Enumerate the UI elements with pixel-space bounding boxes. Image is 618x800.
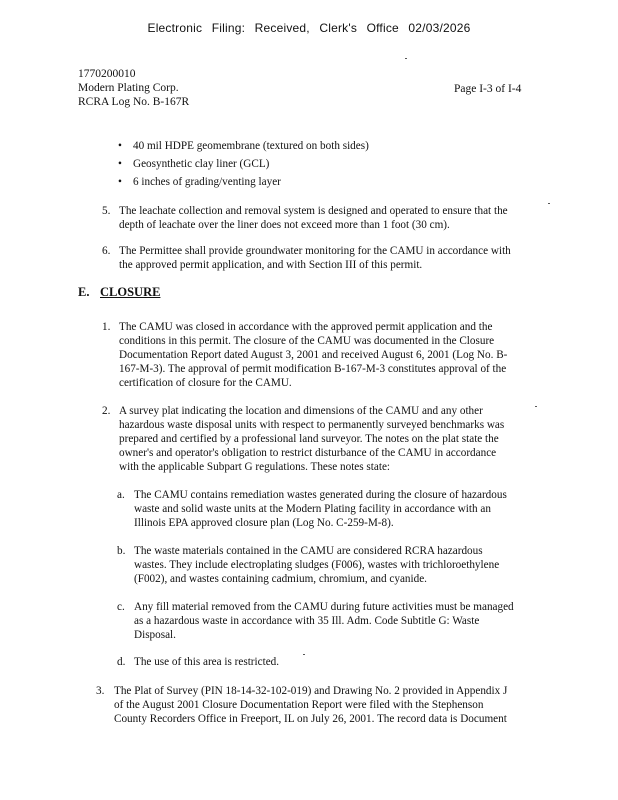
note-a-line: Illinois EPA approved closure plan (Log No. C-259-M-8). xyxy=(134,517,394,529)
closure-1-line: Documentation Report dated August 3, 2001 and received August 6, 2001 (Log No. B- xyxy=(119,349,508,361)
item-number: 1. xyxy=(102,321,111,333)
item-5-line: The leachate collection and removal system is designed and operated to ensure that the xyxy=(119,205,508,217)
item-number: 5. xyxy=(102,205,111,217)
note-label: c. xyxy=(117,601,125,613)
section-letter: E. xyxy=(78,285,90,299)
note-b-line: (F002), and wastes containing cadmium, chromium, and cyanide. xyxy=(134,573,427,585)
note-a-line: The CAMU contains remediation wastes generated during the closure of hazardous xyxy=(134,489,507,501)
bullet-item: • Geosynthetic clay liner (GCL) xyxy=(133,157,269,171)
scan-speck xyxy=(303,654,305,655)
closure-2-line: hazardous waste disposal units with respect to permanently surveyed benchmarks was xyxy=(119,419,505,431)
note-d-line: The use of this area is restricted. xyxy=(134,656,280,668)
note-c-line: Disposal. xyxy=(134,629,176,641)
section-title: CLOSURE xyxy=(100,285,161,299)
closure-2-line: A survey plat indicating the location and dimensions of the CAMU and any other xyxy=(119,405,483,417)
scan-speck xyxy=(405,58,407,59)
bullet-item: • 6 inches of grading/venting layer xyxy=(133,175,281,189)
closure-3-line: of the August 2001 Closure Documentation Report were filed with the Stephenson xyxy=(114,699,484,711)
note-b-line: wastes. They include electroplating sludges (F006), wastes with trichloroethylene xyxy=(134,559,500,571)
note-label: d. xyxy=(117,656,126,668)
note-c-line: Any fill material removed from the CAMU during future activities must be managed xyxy=(134,601,514,613)
closure-1-line: The CAMU was closed in accordance with the approved permit application and the xyxy=(119,321,493,333)
note-b-line: The waste materials contained in the CAMU are considered RCRA hazardous xyxy=(134,545,483,557)
closure-2-line: owner's and operator's obligation to restrict disturbance of the CAMU in accordance xyxy=(119,447,497,459)
document-id: 1770200010 xyxy=(78,68,136,80)
page-number: Page I-3 of I-4 xyxy=(454,83,522,95)
bullet-item: • 40 mil HDPE geomembrane (textured on both sides) xyxy=(133,139,369,153)
closure-3-line: County Recorders Office in Freeport, IL on July 26, 2001. The record data is Document xyxy=(114,713,507,725)
item-number: 6. xyxy=(102,245,111,257)
closure-2-line: with the applicable Subpart G regulations. These notes state: xyxy=(119,461,391,473)
item-6-line: the approved permit application, and with Section III of this permit. xyxy=(119,259,423,271)
item-number: 3. xyxy=(96,685,105,697)
closure-1-line: 167-M-3). The approval of permit modification B-167-M-3 constitutes approval of the xyxy=(119,363,507,375)
closure-2-line: prepared and certified by a professional land surveyor. The notes on the plat state the xyxy=(119,433,499,445)
item-5-line: depth of leachate over the liner does not exceed more than 1 foot (30 cm). xyxy=(119,219,450,231)
scan-speck xyxy=(548,203,550,204)
scan-speck xyxy=(535,406,537,407)
log-number: RCRA Log No. B-167R xyxy=(78,96,190,108)
note-a-line: waste and solid waste units at the Modern Plating facility in accordance with an xyxy=(134,503,491,515)
note-label: b. xyxy=(117,545,126,557)
note-c-line: as a hazardous waste in accordance with 35 Ill. Adm. Code Subtitle G: Waste xyxy=(134,615,480,627)
item-number: 2. xyxy=(102,405,111,417)
closure-3-line: The Plat of Survey (PIN 18-14-32-102-019) and Drawing No. 2 provided in Appendix J xyxy=(114,685,508,697)
company-name: Modern Plating Corp. xyxy=(78,82,179,94)
filing-header: Electronic Filing: Received, Clerk's Office 02/03/2026 xyxy=(147,21,471,35)
closure-1-line: certification of closure for the CAMU. xyxy=(119,377,292,389)
note-label: a. xyxy=(117,489,125,501)
item-6-line: The Permittee shall provide groundwater monitoring for the CAMU in accordance with xyxy=(119,245,511,257)
closure-1-line: conditions in this permit. The closure of the CAMU was documented in the Closure xyxy=(119,335,495,347)
